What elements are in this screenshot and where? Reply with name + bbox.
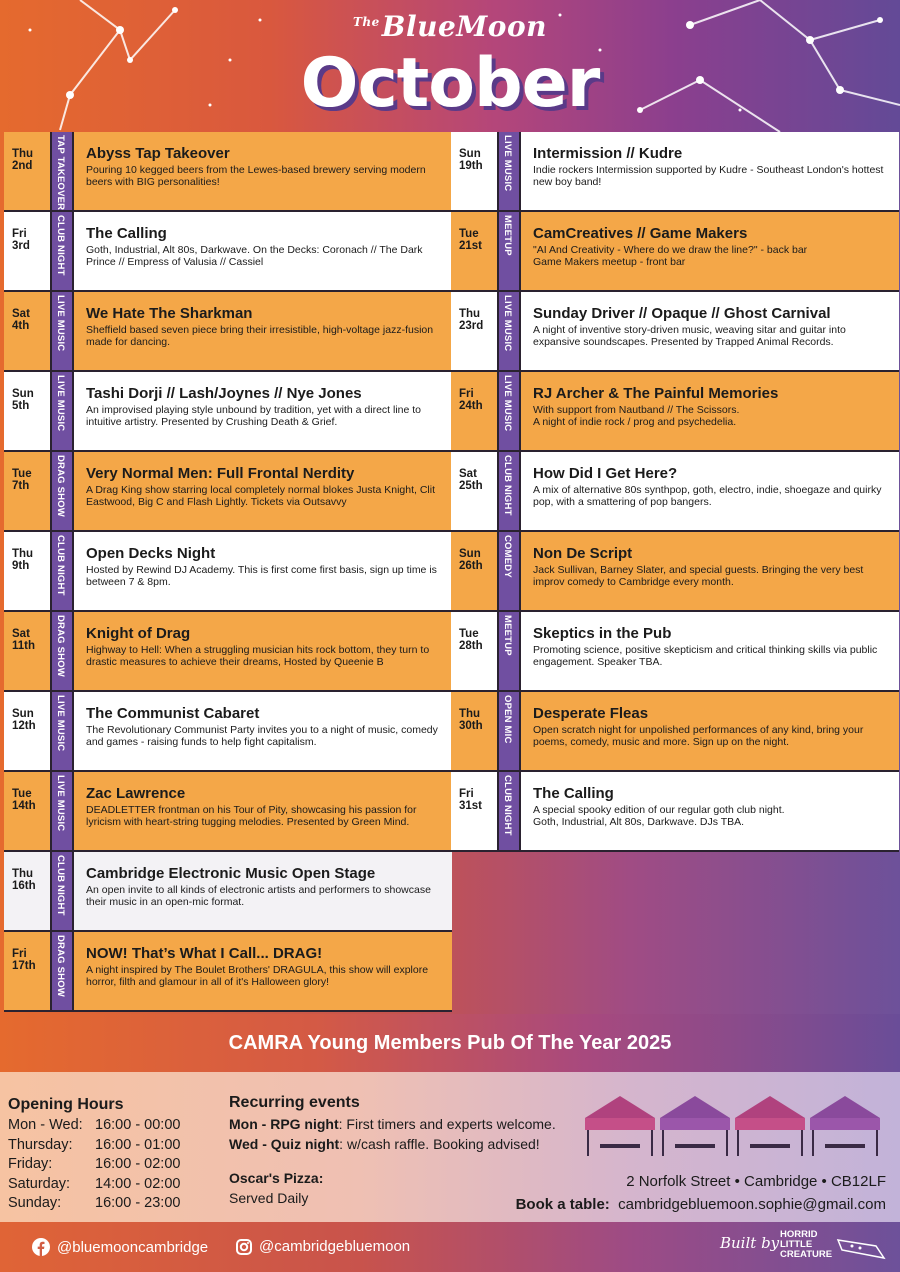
event-row xyxy=(451,452,899,532)
event-row xyxy=(4,532,452,612)
event-day: Sun xyxy=(12,388,34,400)
built-by-label: Built by xyxy=(720,1234,780,1252)
event-body xyxy=(533,705,893,748)
event-body xyxy=(86,225,446,268)
event-category-tag: LIVE MUSIC xyxy=(50,292,74,370)
event-date xyxy=(4,532,50,610)
opening-hours-row xyxy=(8,1155,180,1175)
event-category-tag: OPEN MIC xyxy=(497,692,521,770)
pizza-text: Served Daily xyxy=(229,1190,309,1206)
event-description: A mix of alternative 80s synthpop, goth, electro, indie, shoegaze and quirky pop, with a smattering of pop bangers. xyxy=(533,484,882,508)
event-row xyxy=(4,772,452,852)
booking-line: Book a table: cambridgebluemoon.sophie@gmail.com xyxy=(515,1196,886,1213)
event-day-number: 24th xyxy=(459,400,483,412)
event-description: Hosted by Rewind DJ Academy. This is first come first basis, sign up time is between 7 & 8pm. xyxy=(86,564,437,588)
event-row xyxy=(4,292,452,372)
instagram-icon xyxy=(236,1239,252,1255)
event-description: Goth, Industrial, Alt 80s, Darkwave. On the Decks: Coronach // The Dark Prince // Empress of Valusia // Cassiel xyxy=(86,244,423,268)
event-day: Thu xyxy=(12,548,34,560)
brand-logo: $^{The}$BlueMoon xyxy=(353,10,547,43)
event-row xyxy=(451,532,899,612)
event-category-tag: DRAG SHOW xyxy=(50,932,74,1010)
event-title: Very Normal Men: Full Frontal Nerdity xyxy=(86,465,355,482)
event-day: Fri xyxy=(12,228,27,240)
event-title: We Hate The Sharkman xyxy=(86,305,253,322)
event-row xyxy=(451,612,899,692)
event-description: Indie rockers Intermission supported by Kudre - Southeast London's hottest new boy band! xyxy=(533,164,884,188)
event-title: Abyss Tap Takeover xyxy=(86,145,230,162)
opening-hours-row xyxy=(8,1194,180,1214)
event-day: Tue xyxy=(459,628,479,640)
event-description: A Drag King show starring local completely normal blokes Justa Knight, Clit Eastwood, Big C and Flash Lightly. Tickets via Outsavvy xyxy=(86,484,435,508)
event-title: Non De Script xyxy=(533,545,633,562)
event-description: An improvised playing style unbound by tradition, yet with a direct line to intuitive artistry. Presented by Crushing Death & Grief. xyxy=(86,404,422,428)
event-day-number: 7th xyxy=(12,480,30,492)
event-row xyxy=(4,372,452,452)
creature-logo-icon xyxy=(836,1232,886,1262)
pizza-label: Oscar's Pizza: xyxy=(229,1170,324,1186)
event-date xyxy=(451,292,497,370)
event-date xyxy=(4,852,50,930)
event-date xyxy=(451,692,497,770)
event-title: NOW! That’s What I Call... DRAG! xyxy=(86,945,323,962)
event-day: Thu xyxy=(12,148,34,160)
event-body xyxy=(86,865,446,908)
event-day-number: 3rd xyxy=(12,240,30,252)
event-row xyxy=(4,932,452,1012)
event-date xyxy=(4,372,50,450)
event-date xyxy=(4,772,50,850)
event-row xyxy=(451,692,899,772)
event-description: Sheffield based seven piece bring their irresistible, high-voltage jazz-fusion made for dancing. xyxy=(86,324,434,348)
hours-time: 16:00 - 00:00 xyxy=(95,1117,181,1133)
event-category-tag: MEETUP xyxy=(497,612,521,690)
event-day-number: 14th xyxy=(12,800,36,812)
event-date xyxy=(451,132,497,210)
opening-hours-row xyxy=(8,1116,180,1136)
event-day: Fri xyxy=(12,948,27,960)
event-day-number: 28th xyxy=(459,640,483,652)
opening-hours xyxy=(8,1096,180,1214)
event-body xyxy=(86,145,446,188)
event-day-number: 9th xyxy=(12,560,30,572)
event-row xyxy=(4,692,452,772)
event-day: Sun xyxy=(12,708,34,720)
event-date xyxy=(4,212,50,290)
events-column-left xyxy=(4,132,452,1012)
event-row xyxy=(4,852,452,932)
event-description: Open scratch night for unpolished performances of any kind, bring your poems, comedy, music and more. Sign up on the night. xyxy=(533,724,864,748)
event-category-tag: LIVE MUSIC xyxy=(50,692,74,770)
event-day: Sat xyxy=(12,628,30,640)
event-day-number: 23rd xyxy=(459,320,484,332)
event-body xyxy=(86,945,446,988)
instagram-handle: @cambridgebluemoon xyxy=(259,1238,411,1255)
event-body xyxy=(86,705,446,748)
event-body xyxy=(533,385,893,428)
event-body xyxy=(86,545,446,588)
event-date xyxy=(4,452,50,530)
event-title: Knight of Drag xyxy=(86,625,191,642)
event-day: Sat xyxy=(12,308,30,320)
market-tents-illustration xyxy=(580,1090,890,1160)
event-day: Tue xyxy=(12,788,32,800)
event-row xyxy=(451,292,899,372)
event-category-tag: CLUB NIGHT xyxy=(497,452,521,530)
event-title: Open Decks Night xyxy=(86,545,216,562)
hours-time: 14:00 - 02:00 xyxy=(95,1175,181,1192)
event-body xyxy=(533,785,893,828)
event-title: Intermission // Kudre xyxy=(533,145,683,162)
hours-day: Friday: xyxy=(8,1156,53,1172)
recurring-events-title: Recurring events xyxy=(229,1094,360,1111)
event-date xyxy=(451,212,497,290)
facebook-handle: @bluemooncambridge xyxy=(57,1238,209,1256)
event-title: Skeptics in the Pub xyxy=(533,625,672,642)
event-day-number: 2nd xyxy=(12,160,33,172)
opening-hours-title: Opening Hours xyxy=(8,1096,124,1113)
event-category-tag: TAP TAKEOVER xyxy=(50,132,74,210)
event-category-tag: DRAG SHOW xyxy=(50,452,74,530)
recurring-wednesday: Wed - Quiz night: w/cash raffle. Booking advised! xyxy=(229,1136,540,1152)
event-title: The Calling xyxy=(533,785,614,802)
event-body xyxy=(86,385,446,428)
event-body xyxy=(86,625,446,668)
event-day: Sun xyxy=(459,148,481,160)
event-day: Thu xyxy=(459,308,481,320)
event-description: DEADLETTER frontman on his Tour of Pity, showcasing his passion for lyricism with heart-string tugging melodies. Presented by Green Mind. xyxy=(86,804,417,828)
events-column-right xyxy=(451,132,899,852)
event-day: Fri xyxy=(459,788,474,800)
event-title: The Calling xyxy=(86,225,167,242)
facebook-icon xyxy=(32,1238,50,1256)
event-category-tag: LIVE MUSIC xyxy=(50,772,74,850)
event-day: Sat xyxy=(459,468,477,480)
event-description: With support from Nautband // The Scissors. A night of indie rock / prog and psychedelia. xyxy=(533,404,740,428)
event-day-number: 30th xyxy=(459,720,483,732)
event-body xyxy=(533,305,893,348)
event-description: "AI And Creativity - Where do we draw the line?" - back bar Game Makers meetup - front bar xyxy=(533,244,808,268)
event-title: CamCreatives // Game Makers xyxy=(533,225,748,242)
event-description: Highway to Hell: When a struggling musician hits rock bottom, they turn to drastic measures to achieve their dreams, Hosted by Queenie B xyxy=(86,644,430,668)
event-row xyxy=(4,612,452,692)
event-day: Fri xyxy=(459,388,474,400)
event-row xyxy=(4,452,452,532)
event-day: Thu xyxy=(12,868,34,880)
event-date xyxy=(4,692,50,770)
event-day-number: 11th xyxy=(12,640,36,652)
event-day-number: 4th xyxy=(12,320,30,332)
event-category-tag: COMEDY xyxy=(497,532,521,610)
event-date xyxy=(4,292,50,370)
facebook-link[interactable] xyxy=(32,1238,208,1256)
event-category-tag: CLUB NIGHT xyxy=(50,212,74,290)
event-day-number: 19th xyxy=(459,160,483,172)
header xyxy=(0,0,900,132)
event-description: Promoting science, positive skepticism and critical thinking skills via public engagement. Speaker TBA. xyxy=(533,644,878,668)
event-description: An open invite to all kinds of electronic artists and performers to showcase their music in an open-mic format. xyxy=(86,884,431,908)
event-day: Tue xyxy=(12,468,32,480)
event-body xyxy=(533,145,893,188)
event-body xyxy=(86,785,446,828)
event-title: Tashi Dorji // Lash/Joynes // Nye Jones xyxy=(86,385,362,402)
event-day-number: 26th xyxy=(459,560,483,572)
event-title: Zac Lawrence xyxy=(86,785,186,802)
opening-hours-row xyxy=(8,1136,180,1156)
address-block xyxy=(516,1170,886,1216)
event-body xyxy=(533,465,893,508)
event-title: RJ Archer & The Painful Memories xyxy=(533,385,779,402)
event-title: Sunday Driver // Opaque // Ghost Carnival xyxy=(533,305,831,322)
event-body xyxy=(533,625,893,668)
event-body xyxy=(533,545,893,588)
event-description: A night inspired by The Boulet Brothers' DRAGULA, this show will explore horror, filth and glamour in all of it's Halloween glory! xyxy=(86,964,429,988)
event-day-number: 16th xyxy=(12,880,36,892)
instagram-link[interactable] xyxy=(236,1238,410,1255)
event-row xyxy=(451,212,899,292)
event-row xyxy=(4,212,452,292)
event-row xyxy=(451,372,899,452)
events-grid xyxy=(0,132,900,1014)
event-category-tag: MEETUP xyxy=(497,212,521,290)
event-title: The Communist Cabaret xyxy=(86,705,260,722)
event-description: A night of inventive story-driven music, weaving sitar and guitar into expansive soundscapes. Presented by Trapped Animal Records. xyxy=(533,324,846,348)
event-date xyxy=(451,372,497,450)
recurring-monday: Mon - RPG night: First timers and experts welcome. xyxy=(229,1116,556,1132)
event-day-number: 12th xyxy=(12,720,36,732)
hours-time: 16:00 - 02:00 xyxy=(95,1156,181,1172)
event-day-number: 25th xyxy=(459,480,483,492)
event-date xyxy=(4,612,50,690)
event-description: A special spooky edition of our regular goth club night. Goth, Industrial, Alt 80s, Darkwave. DJs TBA. xyxy=(533,804,785,828)
event-category-tag: LIVE MUSIC xyxy=(50,372,74,450)
award-banner: CAMRA Young Members Pub Of The Year 2025 xyxy=(0,1014,900,1072)
event-category-tag: CLUB NIGHT xyxy=(50,852,74,930)
event-row xyxy=(451,132,899,212)
event-category-tag: LIVE MUSIC xyxy=(497,372,521,450)
hours-time: 16:00 - 01:00 xyxy=(95,1136,181,1153)
event-description: The Revolutionary Communist Party invites you to a night of music, comedy and games - raising funds to help fight capitalism. xyxy=(86,724,438,748)
event-body xyxy=(86,465,446,508)
event-day-number: 31st xyxy=(459,800,483,812)
hours-day: Mon - Wed: xyxy=(8,1117,83,1133)
event-row xyxy=(4,132,452,212)
hours-time: 16:00 - 23:00 xyxy=(95,1195,181,1211)
event-day-number: 21st xyxy=(459,240,483,252)
address-line: 2 Norfolk Street • Cambridge • CB12LF xyxy=(626,1173,886,1190)
booking-email[interactable]: cambridgebluemoon.sophie@gmail.com xyxy=(618,1196,886,1213)
event-category-tag: CLUB NIGHT xyxy=(50,532,74,610)
event-date xyxy=(451,452,497,530)
event-date xyxy=(451,532,497,610)
event-date xyxy=(451,772,497,850)
event-day: Sun xyxy=(459,548,481,560)
event-day: Thu xyxy=(459,708,481,720)
event-day: Tue xyxy=(459,228,479,240)
hours-day: Saturday: xyxy=(8,1175,71,1192)
recurring-events xyxy=(229,1094,556,1208)
event-day-number: 17th xyxy=(12,960,36,972)
event-title: Cambridge Electronic Music Open Stage xyxy=(86,865,376,882)
creature-logo-text: HORRID LITTLE CREATURE xyxy=(780,1229,833,1260)
event-date xyxy=(451,612,497,690)
hours-day: Thursday: xyxy=(8,1136,73,1153)
event-title: Desperate Fleas xyxy=(533,705,649,722)
event-date xyxy=(4,932,50,1010)
footer xyxy=(0,1222,900,1272)
event-body xyxy=(533,225,893,268)
event-description: Jack Sullivan, Barney Slater, and special guests. Bringing the very best improv comedy to Cambridge every month. xyxy=(533,564,864,588)
event-category-tag: LIVE MUSIC xyxy=(497,292,521,370)
event-day-number: 5th xyxy=(12,400,30,412)
event-title: How Did I Get Here? xyxy=(533,465,678,482)
opening-hours-row xyxy=(8,1175,180,1195)
info-panel xyxy=(0,1072,900,1222)
event-category-tag: DRAG SHOW xyxy=(50,612,74,690)
event-date xyxy=(4,132,50,210)
event-category-tag: CLUB NIGHT xyxy=(497,772,521,850)
page-title: October xyxy=(300,44,600,123)
event-category-tag: LIVE MUSIC xyxy=(497,132,521,210)
event-body xyxy=(86,305,446,348)
hours-day: Sunday: xyxy=(8,1195,62,1211)
event-row xyxy=(451,772,899,852)
event-description: Pouring 10 kegged beers from the Lewes-based brewery serving modern beers with BIG personalities! xyxy=(86,164,426,188)
